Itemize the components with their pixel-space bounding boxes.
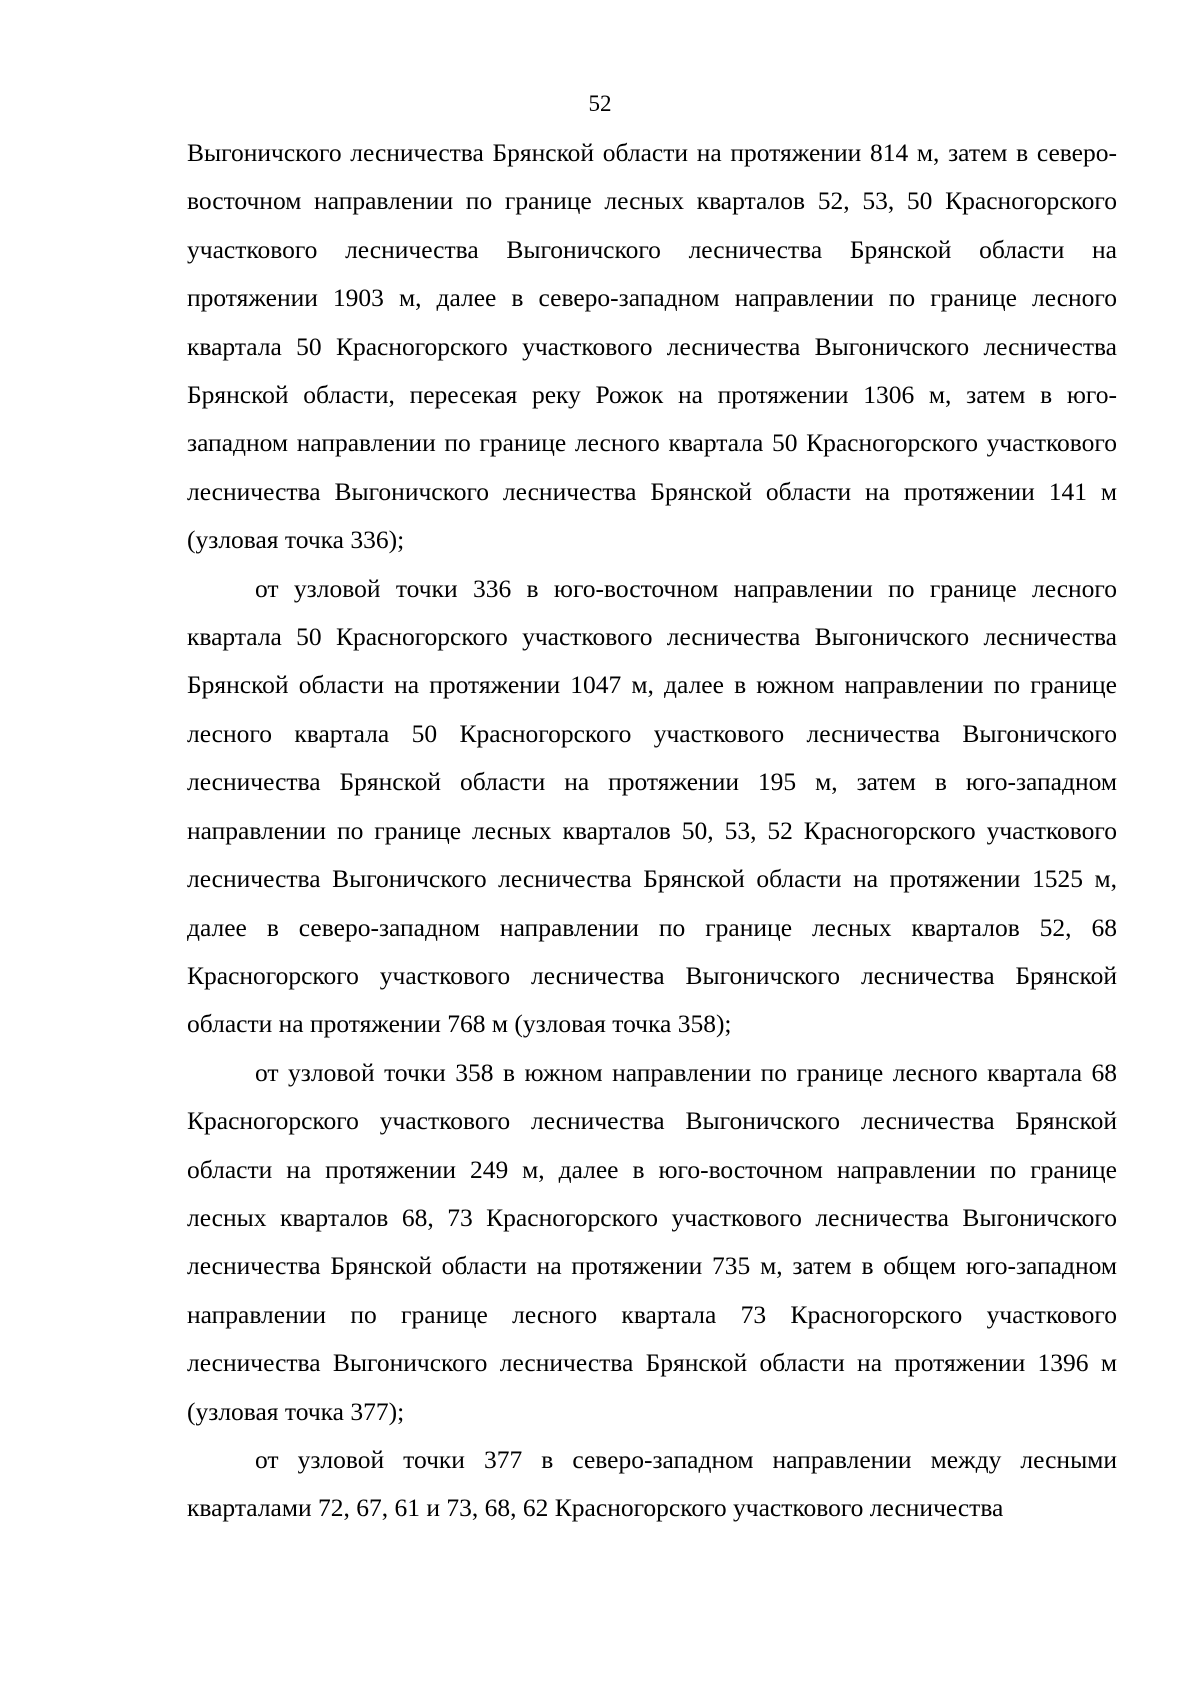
paragraph-node-377: от узловой точки 377 в северо-западном направлении между лесными кварталами 72, 67, 61 и 73, 68, 62 Красногорского участкового лесничества bbox=[187, 1444, 1117, 1523]
paragraph-node-358: от узловой точки 358 в южном направлении по границе лесного квартала 68 Красногорского участкового лесничества Выгоничского лесничества Брянской области на протяжении 249 м, далее в юго-восточном направлении по границе лесных кварталов 68, 73 Красногорского участкового лесничества Выгоничского лесничества Брянской области на протяжении 735 м, затем в общем юго-западном направлении по границе лесного квартала 73 Красногорского участкового лесничества Выгоничского лесничества Брянской области на протяжении 1396 м (узловая точка 377); bbox=[187, 1057, 1117, 1426]
paragraph-continuation: Выгоничского лесничества Брянской области на протяжении 814 м, затем в северо-восточном направлении по границе лесных кварталов 52, 53, 50 Красногорского участкового лесничества Выгоничского лесничества Брянской области на протяжении 1903 м, далее в северо-западном направлении по границе лесного квартала 50 Красногорского участкового лесничества Выгоничского лесничества Брянской области, пересекая реку Рожок на протяжении 1306 м, затем в юго-западном направлении по границе лесного квартала 50 Красногорского участкового лесничества Выгоничского лесничества Брянской области на протяжении 141 м (узловая точка 336); bbox=[187, 138, 1117, 555]
page-number: 52 bbox=[588, 91, 612, 116]
document-body bbox=[187, 129, 1117, 1533]
paragraph-node-336: от узловой точки 336 в юго-восточном направлении по границе лесного квартала 50 Красногорского участкового лесничества Выгоничского лесничества Брянской области на протяжении 1047 м, далее в южном направлении по границе лесного квартала 50 Красногорского участкового лесничества Выгоничского лесничества Брянской области на протяжении 195 м, затем в юго-западном направлении по границе лесных кварталов 50, 53, 52 Красногорского участкового лесничества Выгоничского лесничества Брянской области на протяжении 1525 м, далее в северо-западном направлении по границе лесных кварталов 52, 68 Красногорского участкового лесничества Выгоничского лесничества Брянской области на протяжении 768 м (узловая точка 358); bbox=[187, 573, 1117, 1039]
